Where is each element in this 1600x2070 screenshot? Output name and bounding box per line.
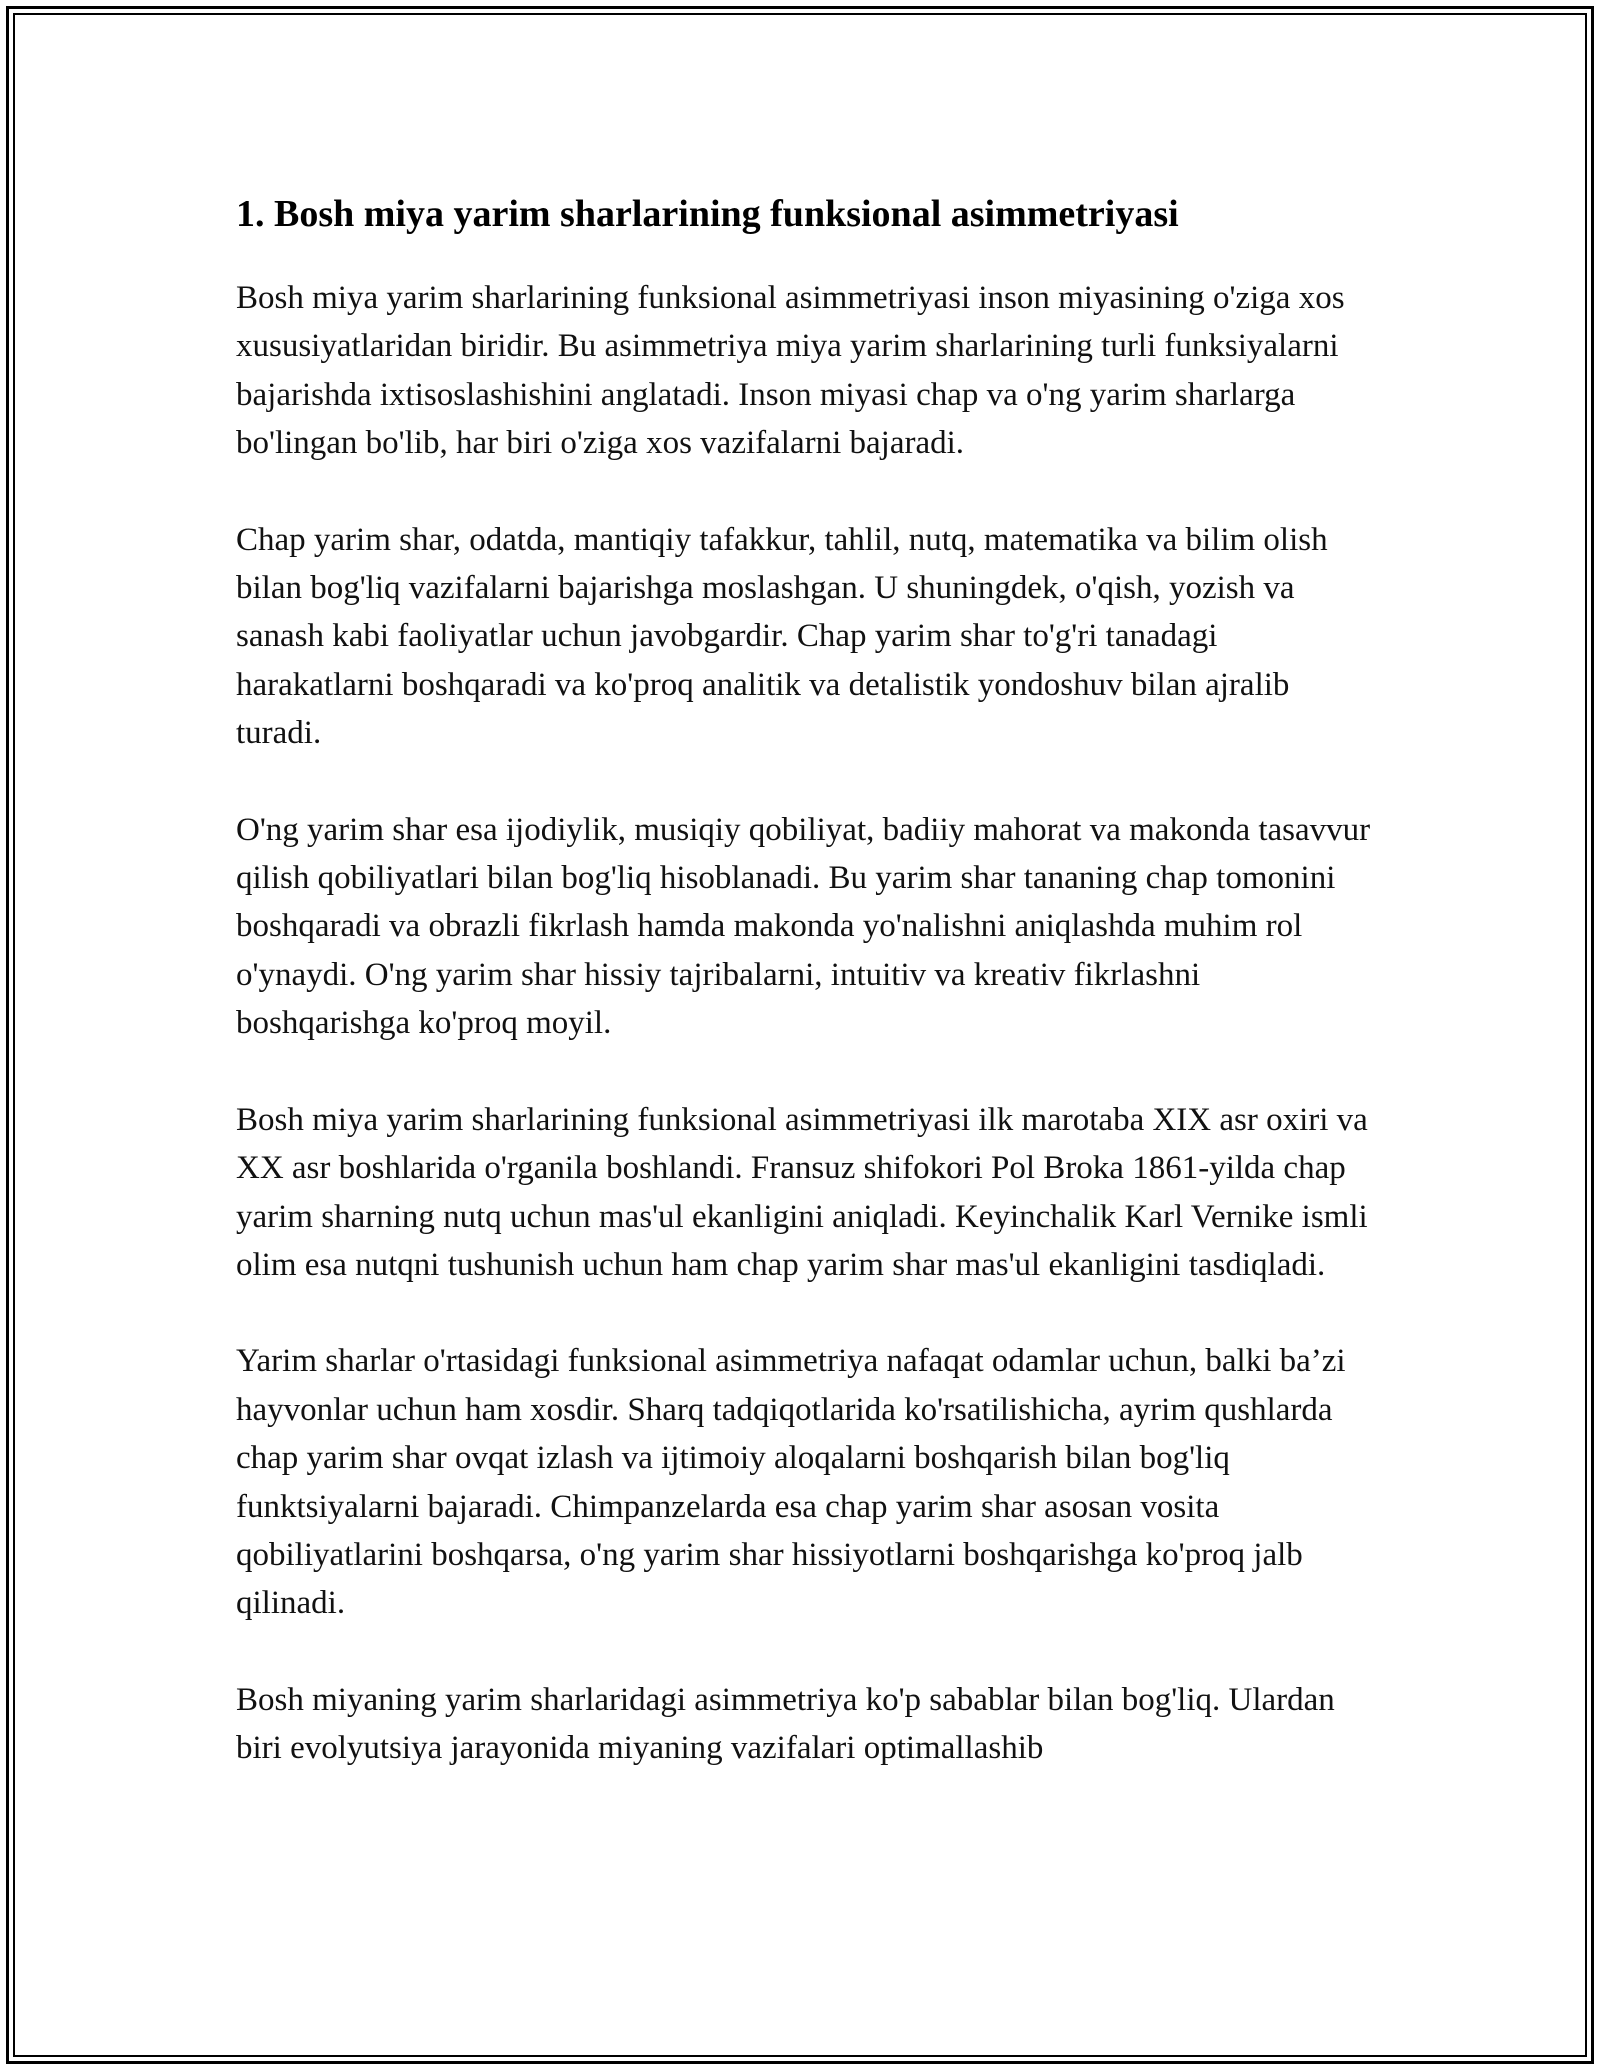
- paragraph-right-hemisphere: O'ng yarim shar esa ijodiylik, musiqiy qobiliyat, badiiy mahorat va makonda tasavvur qilish qobiliyatlari bilan bog'liq hisoblanadi. Bu yarim shar tananing chap tomonini boshqaradi va obrazli fikrlash hamda makonda yo'nalishni aniqlashda muhim rol o'ynaydi. O'ng yarim shar hissiy tajribalarni, intuitiv va kreativ fikrlashni boshqarishga ko'proq moyil.: [236, 811, 1371, 1042]
- paragraph-animals: Yarim sharlar o'rtasidagi funksional asimmetriya nafaqat odamlar uchun, balki ba’zi hayvonlar uchun ham xosdir. Sharq tadqiqotlarida ko'rsatilishicha, ayrim qushlarda chap yarim shar ovqat izlash va ijtimoiy aloqalarni boshqarish bilan bog'liq funktsiyalarni bajaradi. Chimpanzelarda esa chap yarim shar asosan vosita qobiliyatlarini boshqarsa, o'ng yarim shar hissiyotlarni boshqarishga ko'proq jalb qilinadi.: [236, 1343, 1346, 1622]
- document-body: [236, 180, 1376, 1773]
- paragraph-intro: Bosh miya yarim sharlarining funksional asimmetriyasi inson miyasining o'ziga xos xususiyatlaridan biridir. Bu asimmetriya miya yarim sharlarining turli funksiyalarni bajarishda ixtisoslashishini anglatadi. Inson miyasi chap va o'ng yarim sharlarga bo'lingan bo'lib, har biri o'ziga xos vazifalarni bajaradi.: [236, 280, 1345, 462]
- section-heading: 1. Bosh miya yarim sharlarining funksional asimmetriyasi: [236, 193, 1179, 235]
- paragraph-left-hemisphere: Chap yarim shar, odatda, mantiqiy tafakkur, tahlil, nutq, matematika va bilim olish bilan bog'liq vazifalarni bajarishga moslashgan. U shuningdek, o'qish, yozish va sanash kabi faoliyatlar uchun javobgardir. Chap yarim shar to'g'ri tanadagi harakatlarni boshqaradi va ko'proq analitik va detalistik yondoshuv bilan ajralib turadi.: [236, 521, 1328, 752]
- paragraph-causes: Bosh miyaning yarim sharlaridagi asimmetriya ko'p sabablar bilan bog'liq. Ulardan biri evolyutsiya jarayonida miyaning vazifalari optimallashib: [236, 1681, 1335, 1767]
- paragraph-history: Bosh miya yarim sharlarining funksional asimmetriyasi ilk marotaba XIX asr oxiri va XX asr boshlarida o'rganila boshlandi. Fransuz shifokori Pol Broka 1861-yilda chap yarim sharning nutq uchun mas'ul ekanligini aniqladi. Keyinchalik Karl Vernike ismli olim esa nutqni tushunish uchun ham chap yarim shar mas'ul ekanligini tasdiqladi.: [236, 1101, 1368, 1283]
